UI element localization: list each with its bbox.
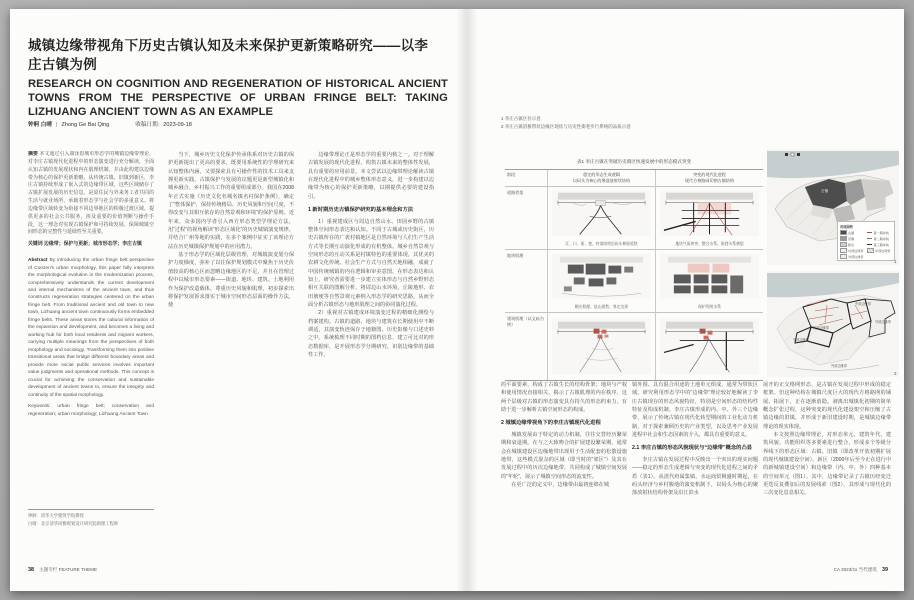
page-number-left: 38 [28,567,34,573]
keywords-en: Keywords: urban fringe belt; conservation and regeneration; urban morphology; Lizhuang Ancient Town [28,404,154,417]
legend-item: 第一期岸线 [867,230,892,235]
legend-item: 新区 [840,242,865,247]
figure-captions [501,115,801,130]
column-abstract [28,151,154,558]
swatch-ancient-town [840,230,847,235]
swatch-outer-fringe [840,254,847,259]
byline-divider: | [55,122,58,128]
building-modern-sketch [660,316,759,377]
table1-row1-label: 道路骨架 [507,190,524,195]
paragraph: 2）重视对古镇建成环境演变过程的精细化测绘与档案建构。古镇的道路、地块与建筑在长期使用中不断调适，其演变轨迹保存于地籍图、历史影像与口述史料之中。系统梳理不同时期的图档信息，建立可比对的形态数据库，是开展形态学分期研究、识别边缘带的基础性工作。 [308,310,434,359]
map2-label-5: 外部边缘带 [831,364,847,368]
table1 [505,169,763,381]
map1-area-label: 古镇 [821,189,829,193]
road-modern-sketch [660,190,759,237]
table1-stage-header: 阶段 [505,170,547,187]
affiliation-1: 钟舸：清华大学建筑学院教授 [28,513,84,518]
column-body-2 [308,151,434,558]
figure2-number: 2 [894,371,897,376]
swatch-old-town [840,236,847,241]
paragraph: 的平面要素，构成了古镇生长的结构骨架；地块与产权和使用情况直接相关，揭示了古镇肌理的内在秩序。这两个层级对古镇的形态演变具有持久的形态约束力，有助于进一步解析古镇空间形态的构成。 [501,382,627,414]
abstract-en-label: Abstract [28,258,48,264]
byline [28,120,448,128]
page-right [457,9,904,591]
abstract-en [28,257,154,399]
paragraph: 在更广泛的定义中，边缘带由最初连绵在城 [511,481,609,488]
legend-item: 旧镇 [840,236,865,241]
table1-col2-header [655,170,763,187]
authors-zh: 钟舸 白晴 [28,122,52,128]
diagram-road-stable [547,187,655,240]
table1-row3-label: 建筑肌理（以文庙为例） [507,316,544,327]
table1-note1-left: 江、口、街、巷，村落结构沿码头伸展延续 [547,240,655,250]
line-sample-phase3 [867,244,872,245]
plot-modern-sketch [660,253,759,300]
legend-item: 古镇 [840,230,865,235]
table1-title: 表1 李庄古镇在突破历史镇区快速发展中的形态模式突变 [576,159,692,164]
abstract-zh [28,151,154,237]
table1-col2-header-line1: 突变的现代化进程 [693,172,726,177]
column-body-3 [501,381,627,563]
footer-section-label: 主题专栏 FEATURE THEME [39,567,98,572]
table1-col1-header-line1: 稳定的形态生成逻辑 [583,172,620,177]
paragraph: 城镇发展由于特定的动力机制，往往交替经历繁荣期和衰退期。在与之大致吻合的扩展建设繁荣期，通常会在城镇建设区边缘地带出现用于生活配套的松散设施地带，这些模式混杂的区域（即当时的“郊区”）及其在发展过程中的历次边缘地带，共同构成了城镇空间发展的“年轮”，展示了城镇空间形态的流变性。 [501,431,627,480]
figure-caption-2: 2 李庄古镇消极带状边缘区现状与历史性街巷步行系统的品质示意 [501,123,631,129]
diagram-plot-modern [655,250,763,303]
legend-item: 外部边缘带 [840,254,865,259]
article-title-en: RESEARCH ON COGNITION AND REGENERATION OF HISTORICAL ANCIENT TOWNS FROM THE PERSPECTIVE OF URBAN FRINGE BELT: TAKING LIZHUANG ANCIENT TOWN AS AN EXAMPLE [28,78,448,118]
legend-item: 第二期岸线 [867,236,892,241]
column-body-4 [632,381,758,563]
diagram-road-modern [655,187,763,240]
swatch-middle-fringe [867,248,874,253]
section-heading-2: 2 城镇边缘带视角下的李庄古镇现代化进程 [501,420,601,427]
road-stable-sketch [552,190,651,237]
section-heading-2-1: 2.1 李庄古镇的形态风貌现状与“边缘带”概念的凸显 [632,445,753,452]
paragraph: 展开的正交格网形态，是古镇在发展过程中形成的稳定框架。但这种结构在城镇尺度巨大的现代方格路网的铺展、拓展下，正在逐渐消隐。剥离出城镇化初期的简单概念扩张过程，这种突变的现代化建设架空和压缩了古镇边缘的旧镇，并形成于新旧建设时期，是城镇边缘带理论的现实体现。 [763,382,891,430]
page-number-right: 39 [882,567,888,573]
legend-title: 用地图例 [840,225,853,229]
table1-col2-header-line2: 现代方格路网切割古镇结构 [684,178,735,184]
legend-item: 内部边缘带 [840,248,865,253]
legend-item: 中部边缘带 [867,248,892,253]
table1-row2-label: 地块肌理 [507,253,524,258]
map2-label-1: 中部边缘带 [855,302,871,306]
table1-note1-spacer [505,240,547,250]
line-sample-phase1 [867,232,872,233]
swatch-new-district [840,242,847,247]
table1-col1-header [547,170,655,187]
paragraph: 1）重视建成区与周边自然山水、田园乡野的古镇整体空间形态表达和认知。不同于古城或历史街区，历史古镇所在的广袤村镇地区是自然环境与人们生产生活方式等长期互动演化形成的有机整体。城乡自然景观与空间形态的互动关系是村镇特色的重要体现，其优美的农耕文化传统、社会生产方式与自然天地相融，成就了中国传统城镇的内在逻辑和审美意图。在形态表达和认知上，研究者需要进一步建立实体形态与自然乡野形态相互关联的图解分析，将周边山水环境、丘陵地形、农田塘埂等自然景观元素纳入形态学的研究思路，从而全面分析古镇形态与地形肌理之间的协同演化过程。 [308,218,434,308]
author-affiliations [28,509,154,530]
abstract-en-text: By introducing the urban fringe belt perspective of Conzen's urban morphology, this paper fully interprets the morphological evolution in the modernization process, comprehensively understands the current development and internal mechanisms of the ancient town, and thus constructs regeneration strategies centered on the urban fringe belt. From traditional ancient and old town to new town, Lizhuang ancient town continuously forms embedded fringe belts. These areas stores the cultural information of the expansion and development, and becomes a living and working hub for both local residents and migrant workers, carrying multiple meanings from the perspectives of both morphology and sociology. Transforming them into positive transitional areas that bridge different boundary areas and provide more social public services involves important value judgments and operational methods. This concept is crucial for achieving the conservation and sustainable development of ancient towns to, ensure the integrity and continuity of the spatial morphology. [28,258,154,398]
paragraph: 边缘带理论正是形态学的重要内核之一。对于理解古镇发展的现代化进程、构筑古镇未来的整体性发展，具有重要的应用前景。本文尝试以边缘带理论解读古镇在现代化进程中的城乡整体形态意义，进一步构建以边缘带为核心的保护更新策略，以期提供必要的建设指引。 [308,152,434,200]
swatch-inner-fringe [840,248,847,253]
fringe-belt-map [767,271,899,377]
affiliation-2: 白晴：北京清华同衡规划设计研究院助理工程师 [28,521,119,527]
paragraph: 李庄古镇在发展过程中反映出一个突出的现实问题——稳定的形态生成逻辑与突变的现代化进程之间的矛盾（表1）。从清代府属集镇、水运商贸极盛时期起，在码头经济与乡村腹地的演变机制下，以码头为核心的聚落放射状结构骨架及沿江滨水 [632,456,758,497]
journal-spread [10,9,904,591]
table1-note2-spacer [505,303,547,313]
received-date: 收稿日期：2023-09-18 [135,122,192,128]
footer-journal-label: CA 2023/11 当代建筑 [833,567,877,572]
column-body-5 [763,381,891,563]
building-stable-sketch [552,316,651,377]
map2-label-4: 中部边缘带 [793,338,809,342]
page-footer-right [834,567,888,573]
map-figure-2 [767,271,899,377]
abstract-zh-text: 本文通过引入康泽恩城市形态学的城镇边缘带理论，对李庄古镇现代化进程中的形态演变进行充分解读，全面认知古镇的发展现状和内在肌理机制，并由此构建以边缘带为核心的保护更新策略。从传统古镇、旧镇到新区，李庄古镇持续形成了嵌入式的边缘带区域，这些区域储存了古镇扩展发展的历史信息，是原住民与外来务工者共同的生活与就业场所，承载着形态学与社会学的多重意义。将边缘带区域转变为衔接不同边界地区的积极过渡区域、提供更多的社会公共服务，涉及重要的价值判断与操作手段，这一理念对实现古镇保护和可持续发展、保障城镇空间形态的完整性与延续性至关重要。 [28,152,154,236]
diagram-plot-stable [547,250,655,303]
map2-label-3: 外部边缘带 [875,320,891,324]
line-sample-phase2 [867,238,872,239]
legend-item: 第三期岸线 [867,242,892,247]
authors-en: Zhong Ge Bai Qing [61,122,110,128]
map1-legend [837,221,895,261]
map2-label-2: 内部边缘带 [813,326,829,330]
figure1-number: 1 [894,259,897,264]
page-footer-left [28,567,97,573]
paragraph: 镇外围、具有混合用途的土地单元组成，通常为带状区域。研究利用形态学中的“边缘带”理论较好地解读了李庄古镇现存的形态风貌特征，特别是空间形态的结构性特征及构成机制。李庄古镇形成的内、中、外三个边缘带，展示了传统古镇在现代化转型期间的工业化动力机制，对于探索兼顾历史的产业类型，以及思考产业发展进程中社会和生态因素的介入，都具有重要的意义。 [632,382,758,439]
diagram-building-modern [655,313,763,380]
column-body-1 [168,151,294,558]
paragraph: 当下，城乡历史文化保护传承体系对历史古镇的保护更新提出了更高的要求，既要用系统性的学理研究来认知整体内涵，又要探索具有可操作性的技术工具来支撑更新实践。古镇保护与发展的议题更是新型城镇化和城乡融合、乡村振兴工作的重要组成部分。我国在2008年正式实施《历史文化名城名镇名村保护条例》，确定了“整体保护，保持传统格局、历史风貌和空间尺度，不得改变与其相互依存的自然景观和环境”的保护原则。近年来，众多国内学者引入西方形态类型学理论方法，用“过程”的视角解读“形态区域化”的历史城镇演变规律，并结合广州等地的实践，在多个案例中证实了该理论方法在历史城镇保护规划中的应用潜力。 [168,152,294,250]
diagram-building-stable [547,313,655,380]
section-heading-1: 1 新时期历史古镇保护研究的基本理念和方法 [308,207,414,214]
article-title-zh: 城镇边缘带视角下历史古镇认知及未来保护更新策略研究——以李庄古镇为例 [28,38,429,72]
paragraph: 本文按照边缘带理论，对形态单元、建筑年代、建筑风貌、功能组织等多要素进行整合，形成多个等级分界线下的形态区域：古镇、旧镇（即改革开放初期扩展的现代城镇建设空间）、新区（2000年后至今正在进行中的新城镇建设空间）和边缘带（内、中、外）四种基本的空间单元（图1）。其中，边缘带记录了古镇历经变迁更迭反复叠加后的发展线索（图2），其形成与现代化的三次变化息息相关。 [763,432,891,497]
table1-note2-right: 保护利用水系 [655,303,763,313]
abstract-zh-label: 摘要 [28,152,38,157]
paragraph: 基于形态学的区域化层级管理，对城镇演变划分保护力度梯度，弥补了以往保护规划模式中聚焦于历史价值较高的核心区而忽略边缘地区的不足，并且在管理过程中以城市形态要素——街道、地块、建筑、土地利用作为保护改造载体，尊重历史风貌和肌理，初步探索出将保护发展诉求落实于城市空间形态层面的操作方法，使 [168,252,294,309]
page-left [10,9,457,591]
plot-stable-sketch [552,253,651,300]
table1-note1-right: 地块气质冲突、整合水系、街巷关系割裂 [655,240,763,250]
table1-col1-header-line2: 以码头为核心的聚落放射状结构 [572,178,631,184]
keywords-zh: 关键词 边缘带；保护与更新；城市形态学；李庄古镇 [28,242,142,248]
figure-caption-1: 1 李庄古镇区位示意 [501,116,541,121]
table1-note2-left: 顺应肌理、依山就势、界定边界 [547,303,655,313]
